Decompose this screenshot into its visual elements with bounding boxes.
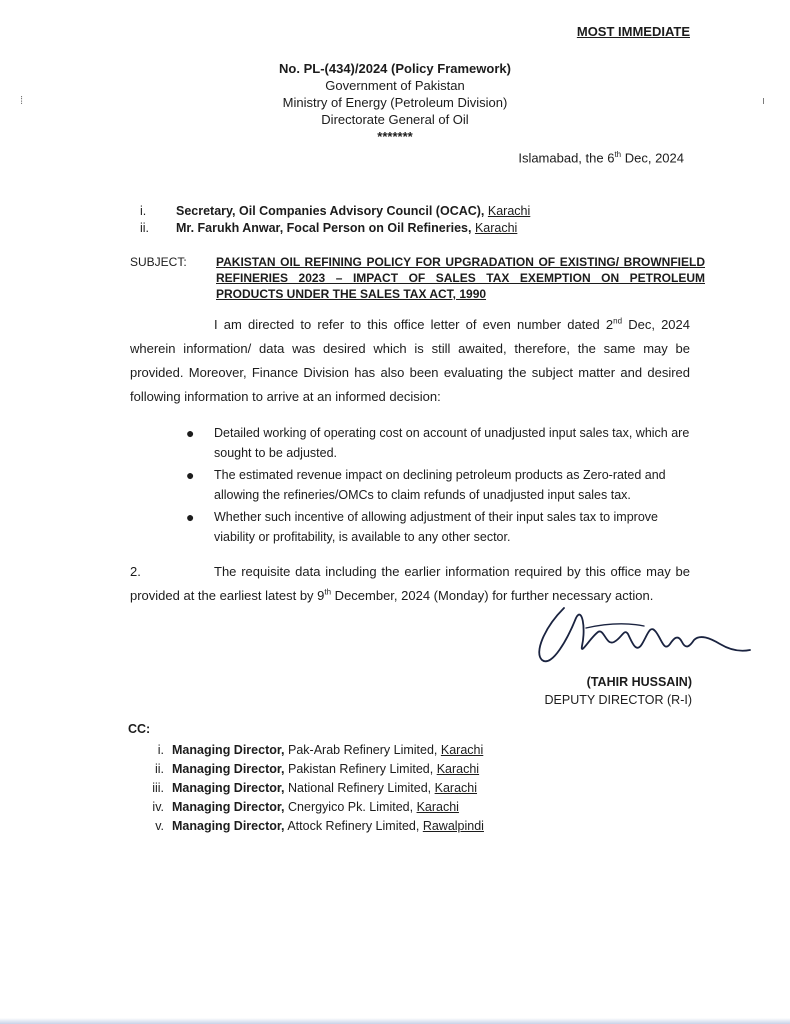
paragraph-1 [130,313,690,409]
bullet-icon: ● [186,467,195,483]
cc-number: i. [157,743,164,757]
margin-mark: ⁞ [20,95,24,107]
cc-organization: Pakistan Refinery Limited, [288,762,434,776]
reference-number: No. PL-(434)/2024 (Policy Framework) [279,61,511,76]
bullet-text: Detailed working of operating cost on account of unadjusted input sales tax, which are sought to be adjusted. [214,426,690,460]
cc-place: Karachi [440,743,484,757]
cc-list [128,720,484,836]
subject-label: SUBJECT: [130,255,187,269]
addressee-item [140,220,530,237]
addressee-number: i. [140,204,147,218]
cc-place: Rawalpindi [422,819,484,833]
paragraph-1-text-b: Dec, 2024 wherein information/ data was desired which is still awaited, therefore, the same may be provided. Moreover, Finance Division has also been evaluating the subject matter and desired following information to arrive at an informed decision: [130,317,690,404]
paragraph-2-text-a: The requisite data including the earlier information required by this office may be provided at the earliest latest by 9 [130,564,690,603]
signer-name: (TAHIR HUSSAIN) [586,675,692,689]
list-item [128,817,484,836]
header-line-government: Government of Pakistan [325,78,465,93]
paragraph-2-text-b: December, 2024 (Monday) for further necessary action. [331,588,654,603]
addressee-number: ii. [140,221,150,235]
cc-organization: Pak-Arab Refinery Limited, [288,743,438,757]
cc-recipient: Managing Director, [172,819,285,833]
cc-place: Karachi [416,800,459,814]
cc-organization: Cnergyico Pk. Limited, [288,800,414,814]
paragraph-2-sup: th [324,587,332,597]
priority-marking: MOST IMMEDIATE [576,24,690,39]
list-item [128,741,484,760]
cc-recipient: Managing Director, [172,781,285,795]
date-prefix: Islamabad, the 6 [518,150,615,166]
header-line-ministry: Ministry of Energy (Petroleum Division) [282,95,508,110]
cc-recipient: Managing Director, [172,800,285,814]
cc-number: iii. [152,781,164,795]
page-bottom-edge [0,1018,790,1024]
bullet-icon: ● [186,425,195,441]
addressee-place: Karachi [487,204,531,218]
paragraph-1-text-a: I am directed to refer to this office letter of even number dated 2 [214,317,614,332]
signer-title: DEPUTY DIRECTOR (R-I) [544,693,692,707]
addressee-name: Mr. Farukh Anwar, Focal Person on Oil Refineries, [176,221,472,235]
list-item [128,760,484,779]
paragraph-1-sup: nd [613,316,623,326]
list-item [186,465,692,505]
addressee-item [140,203,530,220]
list-item [128,779,484,798]
subject-block [130,254,705,302]
bullet-text: Whether such incentive of allowing adjustment of their input sales tax to improve viability or profitability, is available to any other sector. [214,510,658,544]
cc-number: ii. [154,762,164,776]
date-sup: th [614,150,622,159]
header-line-directorate: Directorate General of Oil [321,112,469,127]
cc-title: CC: [128,722,151,736]
bullet-text: The estimated revenue impact on declining petroleum products as Zero-rated and allowing the refineries/OMCs to claim refunds of unadjusted input sales tax. [214,468,666,502]
subject-text: PAKISTAN OIL REFINING POLICY FOR UPGRADATION OF EXISTING/ BROWNFIELD REFINERIES 2023 – IMPACT OF SALES TAX EXEMPTION ON PETROLEUM PRODUCTS UNDER THE SALES TAX ACT, 1990 [216,255,705,301]
cc-number: iv. [152,800,164,814]
information-bullet-list [186,423,692,549]
cc-place: Karachi [436,762,480,776]
signer-block [540,673,692,709]
margin-mark: ı [762,95,766,107]
handwritten-signature [524,598,754,678]
addressee-list [140,203,530,237]
cc-recipient: Managing Director, [172,743,285,757]
letter-date [518,150,684,165]
bullet-icon: ● [186,509,195,525]
addressee-place: Karachi [474,221,518,235]
addressee-name: Secretary, Oil Companies Advisory Council (OCAC), [176,204,485,218]
cc-recipient: Managing Director, [172,762,285,776]
letter-header [0,60,790,145]
paragraph-2-number: 2. [130,564,141,579]
date-suffix: Dec, 2024 [621,150,684,166]
cc-organization: Attock Refinery Limited, [287,819,420,833]
list-item [128,798,484,817]
header-stars: ******* [377,129,413,144]
cc-organization: National Refinery Limited, [288,781,432,795]
list-item [186,423,692,463]
list-item [186,507,692,547]
cc-place: Karachi [434,781,478,795]
cc-number: v. [155,819,164,833]
